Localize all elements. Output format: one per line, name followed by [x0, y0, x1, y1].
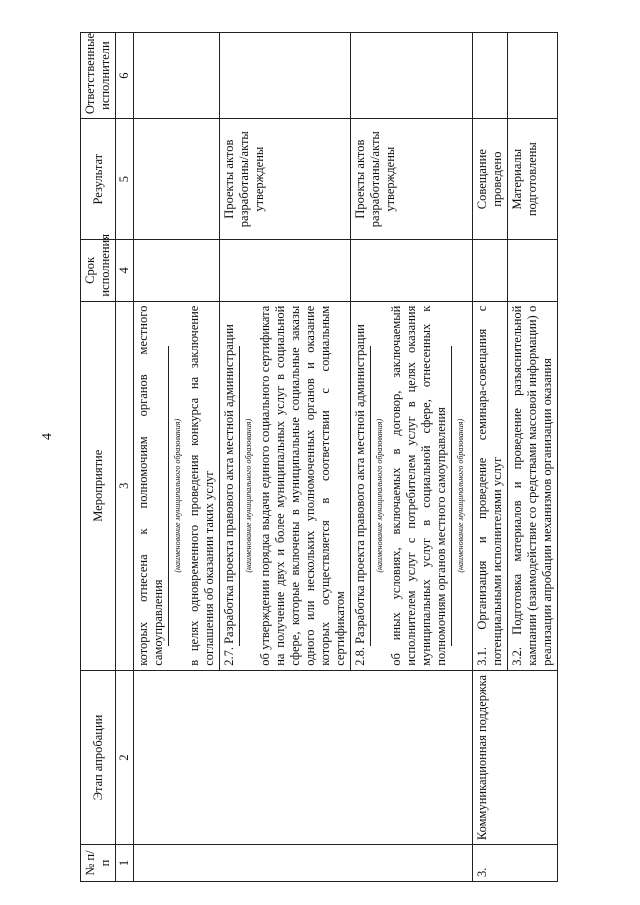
- term-cell: [351, 240, 473, 302]
- table-row: [473, 33, 508, 882]
- col-number: 6: [116, 33, 134, 119]
- responsible-cell: [351, 33, 473, 119]
- header-stage: Этап апробации: [81, 670, 116, 844]
- header-activity: Мероприятие: [81, 301, 116, 670]
- result-cell: Материалы подготовлены: [508, 119, 558, 240]
- responsible-cell: [473, 33, 508, 119]
- activity-text: об иных условиях, включаемых в договор, заключаемый исполнителем услуг с потребителем услуг в целях оказания муниципальных услуг в социальной сфере, отнесенных к полномочиям органов местного самоуправления: [389, 305, 448, 666]
- result-cell: [134, 119, 220, 240]
- num-cell: [134, 845, 473, 882]
- table-header-row: [81, 33, 116, 882]
- header-term: Срок исполнения: [81, 240, 116, 302]
- term-cell: [473, 240, 508, 302]
- stage-cell: Коммуникационная поддержка: [473, 670, 558, 844]
- field-hint: (наименование муниципального образования): [239, 346, 256, 646]
- col-number: 4: [116, 240, 134, 302]
- responsible-cell: [220, 33, 351, 119]
- header-num: № п/п: [81, 845, 116, 882]
- result-cell: Совещание проведено: [473, 119, 508, 240]
- rotated-table-container: [80, 32, 640, 882]
- term-cell: [134, 240, 220, 302]
- stage-cell: [134, 670, 473, 844]
- activity-cell: [134, 301, 220, 670]
- activity-cell: [220, 301, 351, 670]
- page-number: 4: [40, 433, 55, 440]
- activity-text: 2.8. Разработка проекта правового акта местной администрации: [353, 324, 367, 666]
- responsible-cell: [134, 33, 220, 119]
- term-cell: [508, 240, 558, 302]
- field-hint: (наименование муниципального образования): [168, 346, 185, 646]
- approval-plan-table: [80, 32, 558, 882]
- activity-cell: [351, 301, 473, 670]
- field-hint: (наименование муниципального образования): [370, 346, 387, 646]
- activity-cell: 3.2. Подготовка материалов и проведение разъяснительной кампании (взаимодействие со средствами массовой информации) о реализации апробации механизмов организации оказания: [508, 301, 558, 670]
- result-cell: Проекты актов разработаны/акты утверждены: [351, 119, 473, 240]
- num-cell: 3.: [473, 845, 558, 882]
- activity-text: об утверждении порядка выдачи единого социального сертификата на получение двух и более муниципальных услуг в социальной сфере, которые включены в муниципальные социальные заказы одного или нескольких уполномоченных органов и оказание которых осуществляется в соответствии с социальным сертификатом: [258, 305, 347, 666]
- activity-text: которых отнесена к полномочиям органов местного самоуправления: [136, 305, 165, 666]
- field-hint: (наименование муниципального образования): [451, 346, 468, 646]
- activity-cell: 3.1. Организация и проведение семинара-совещания с потенциальными исполнителями услуг: [473, 301, 508, 670]
- col-number: 5: [116, 119, 134, 240]
- activity-text: 2.7. Разработка проекта правового акта местной администрации: [222, 324, 236, 666]
- header-result: Результат: [81, 119, 116, 240]
- column-numbers-row: [116, 33, 134, 882]
- col-number: 2: [116, 670, 134, 844]
- term-cell: [220, 240, 351, 302]
- result-cell: Проекты актов разработаны/акты утверждены: [220, 119, 351, 240]
- col-number: 3: [116, 301, 134, 670]
- activity-text: в целях одновременного проведения конкурса на заключение соглашения об оказании таких услуг: [187, 305, 216, 666]
- header-responsible: Ответственные исполнители: [81, 33, 116, 119]
- table-row: [134, 33, 220, 882]
- responsible-cell: [508, 33, 558, 119]
- col-number: 1: [116, 845, 134, 882]
